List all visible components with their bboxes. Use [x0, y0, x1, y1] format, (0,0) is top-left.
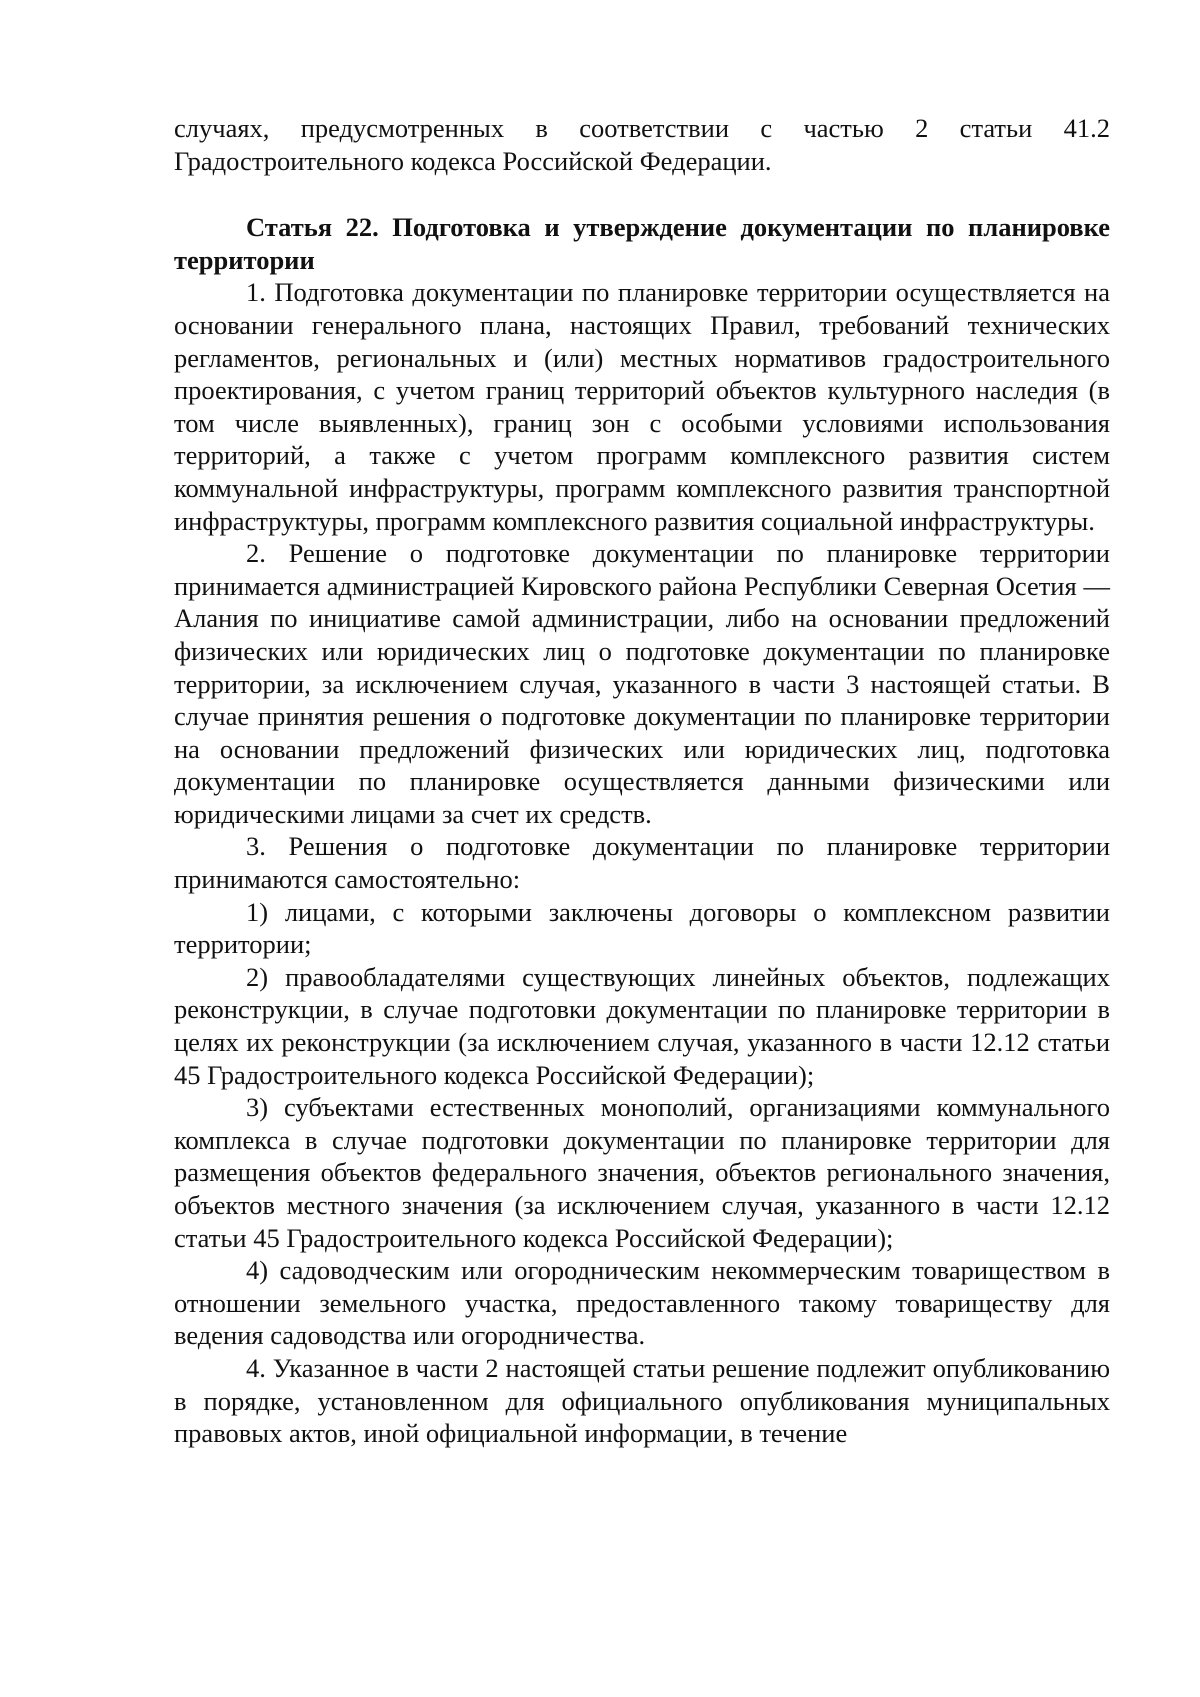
continuation-text: случаях, предусмотренных в соответствии с частью 2 статьи 41.2 Градостроительного кодекса Российской Федерации.: [174, 113, 1110, 176]
paragraph-4: 4. Указанное в части 2 настоящей статьи решение подлежит опубликованию в порядке, установленном для официального опубликования муниципальных правовых актов, иной официальной информации, в течение: [174, 1352, 1110, 1449]
list-item-1: 1) лицами, с которыми заключены договоры о комплексном развитии территории;: [174, 896, 1110, 960]
article-heading: Статья 22. Подготовка и утверждение документации по планировке территории: [174, 212, 1110, 275]
paragraph-2: 2. Решение о подготовке документации по планировке территории принимается администрацией Кировского района Республики Северная Осетия — Алания по инициативе самой администрации, либо на основании предложений физических или юридических лиц о подготовке документации по планировке территории, за исключением случая, указанного в части 3 настоящей статьи. В случае принятия решения о подготовке документации по планировке территории на основании предложений физических или юридических лиц, подготовка документации по планировке осуществляется данными физическими или юридическими лицами за счет их средств.: [174, 538, 1110, 829]
paragraph-1: 1. Подготовка документации по планировке территории осуществляется на основании генерального плана, настоящих Правил, требований технических регламентов, региональных и (или) местных нормативов градостроительного проектирования, с учетом границ территорий объектов культурного наследия (в том числе выявленных), границ зон с особыми условиями использования территорий, а также с учетом программ комплексного развития систем коммунальной инфраструктуры, программ комплексного развития транспортной инфраструктуры, программ комплексного развития социальной инфраструктуры.: [174, 277, 1110, 536]
list-item-3: 3) субъектами естественных монополий, организациями коммунального комплекса в случае подготовки документации по планировке территории для размещения объектов федерального значения, объектов регионального значения, объектов местного значения (за исключением случая, указанного в части 12.12 статьи 45 Градостроительного кодекса Российской Федерации);: [174, 1092, 1110, 1253]
list-item-2: 2) правообладателями существующих линейных объектов, подлежащих реконструкции, в случае подготовки документации по планировке территории в целях их реконструкции (за исключением случая, указанного в части 12.12 статьи 45 Градостроительного кодекса Российской Федерации);: [174, 961, 1110, 1090]
paragraph-3: 3. Решения о подготовке документации по планировке территории принимаются самостоятельно:: [174, 831, 1110, 895]
document-page: [174, 112, 1110, 1450]
list-item-4: 4) садоводческим или огородническим некоммерческим товариществом в отношении земельного участка, предоставленного такому товариществу для ведения садоводства или огородничества.: [174, 1255, 1110, 1351]
